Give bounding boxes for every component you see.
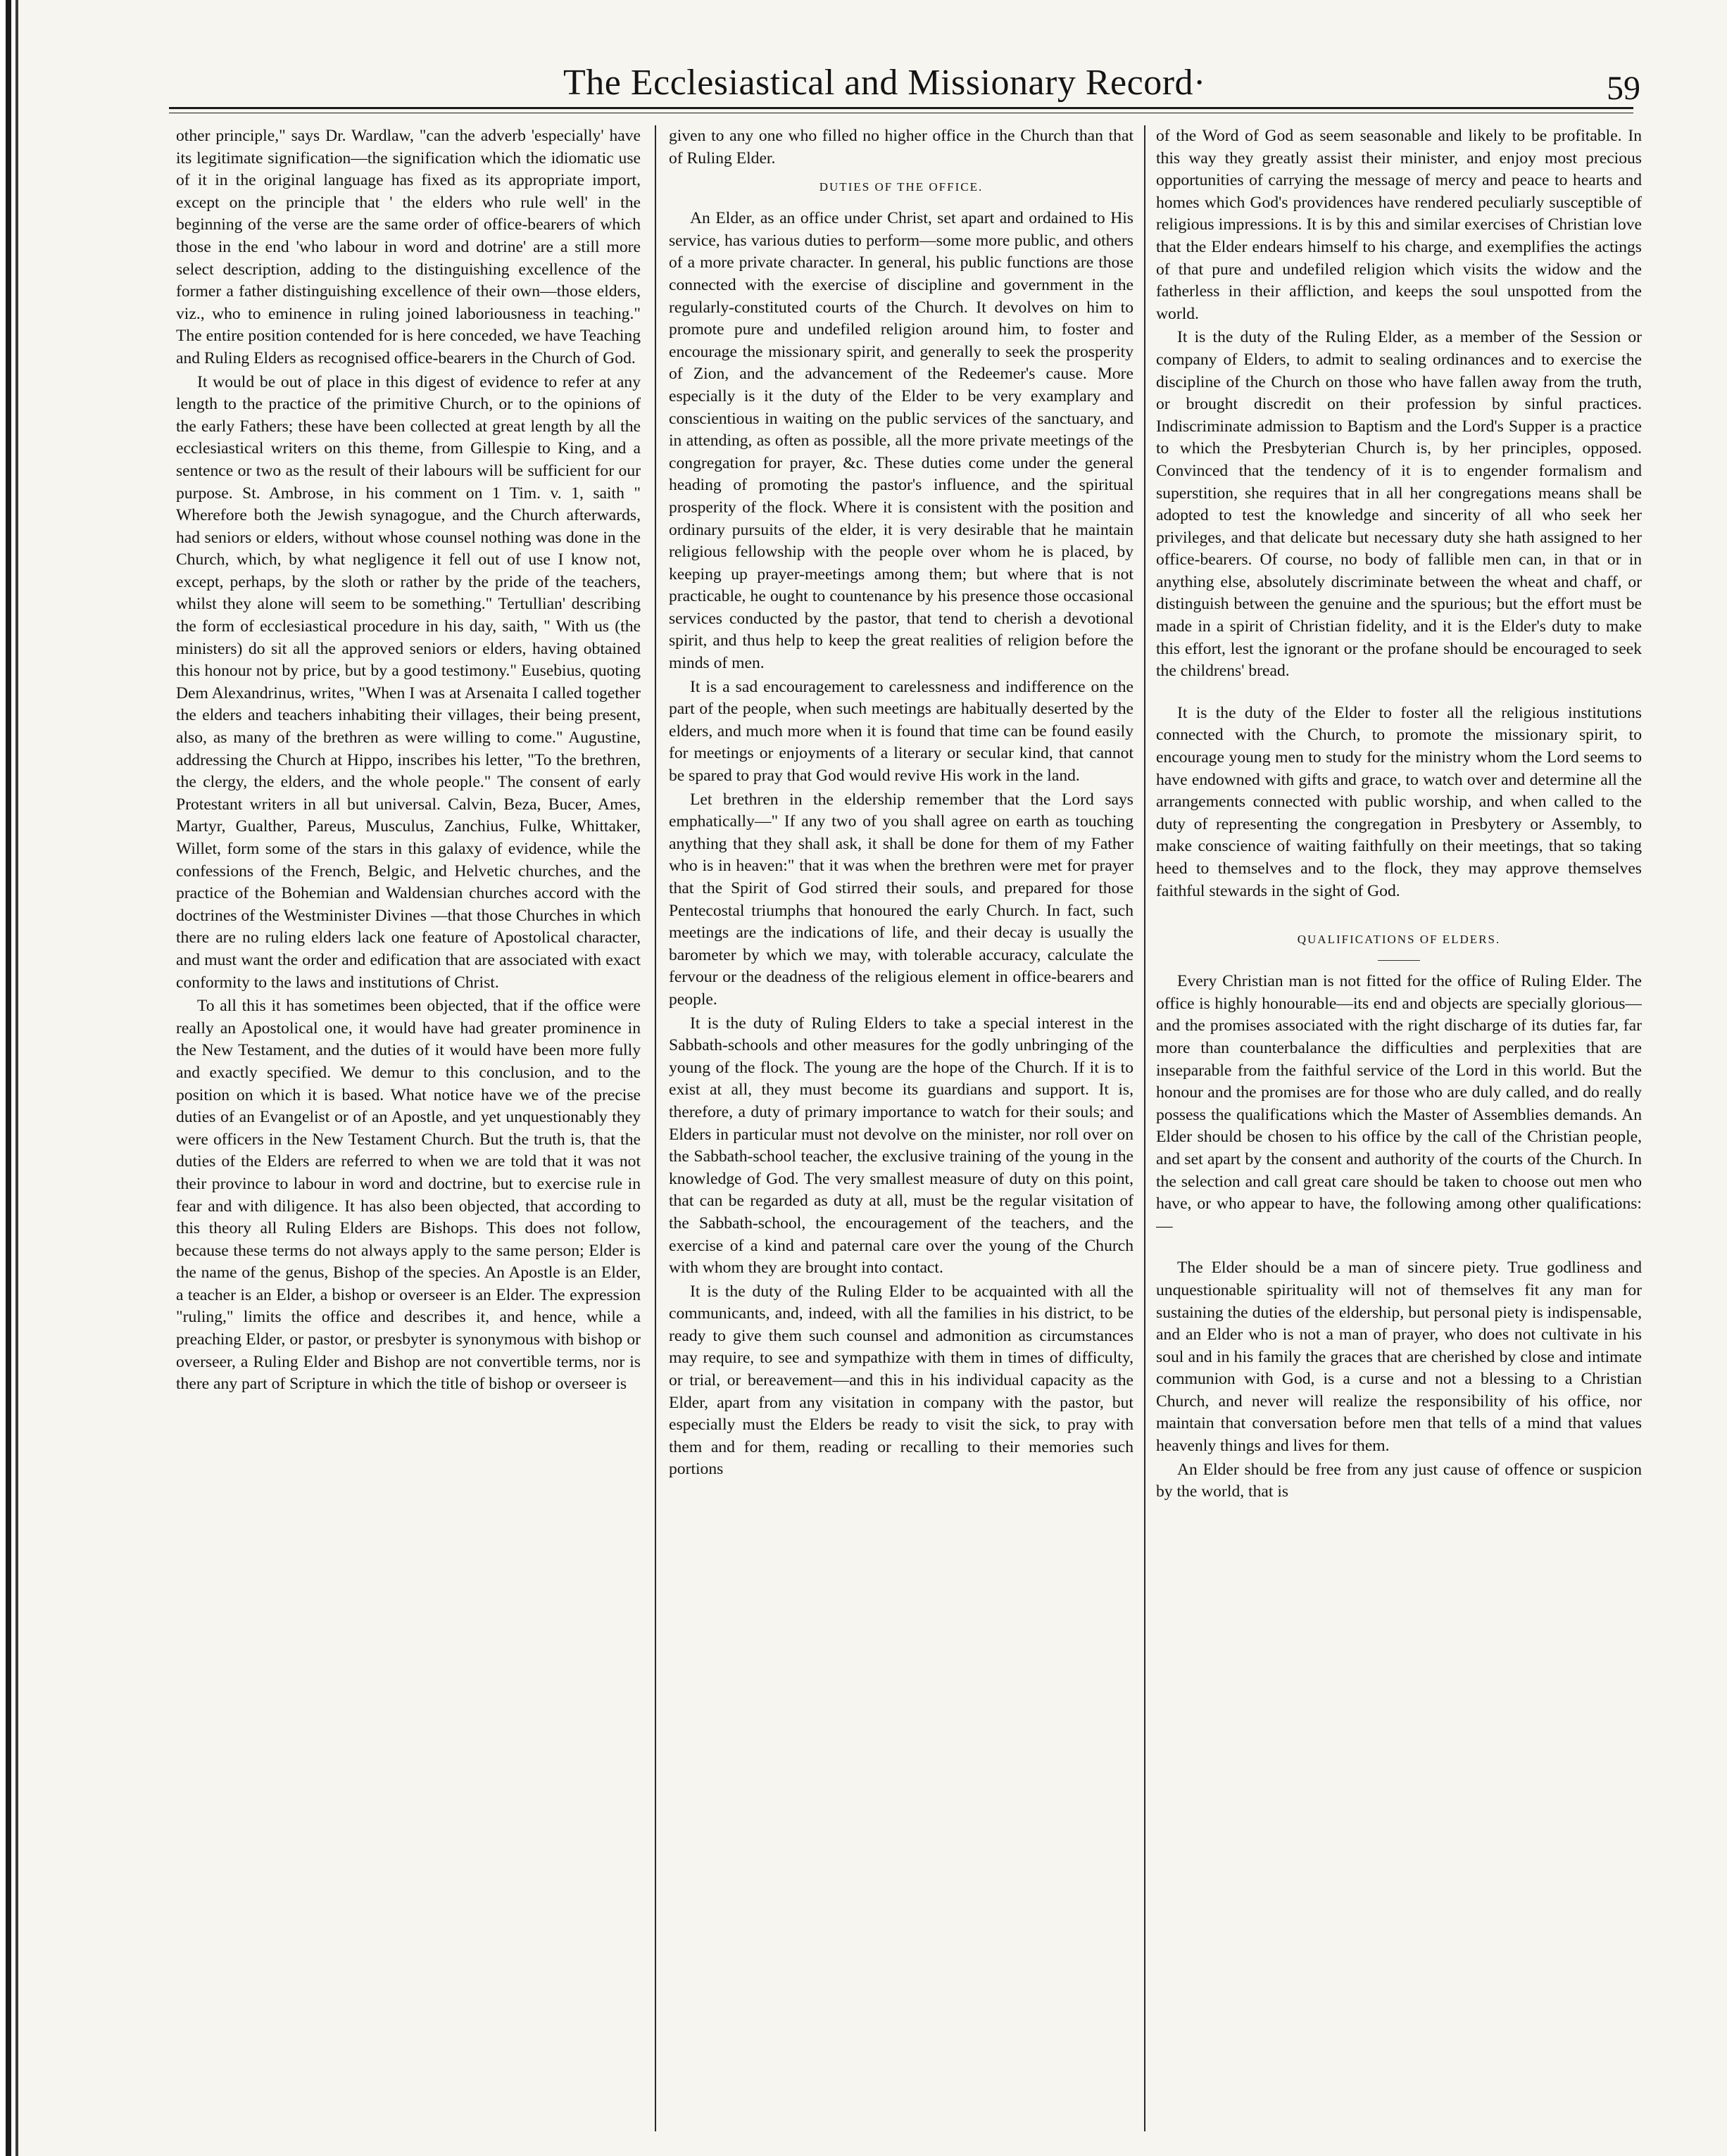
paragraph: It would be out of place in this digest of evidence to refer at any length to the practice of the primitive Church, or to the opinions of the early Fathers; these have been collected at great length by all the ecclesiastical writers on this theme, from Gillespie to King, and a sentence or two as the result of their labours will be sufficient for our purpose. St. Ambrose, in his comment on 1 Tim. v. 1, saith " Wherefore both the Jewish synagogue, and the Church afterwards, had seniors or elders, without whose counsel nothing was done in the Church, which, by what negligence it fell out of use I know not, except, perhaps, by the sloth or rather by the pride of the teachers, whilst they alone will seem to be something." Tertullian' describing the form of ecclesiastical procedure in his day, saith, " With us (the ministers) do sit all the approved seniors or elders, having obtained this honour not by price, but by a good testimony." Eusebius, quoting Dem Alexandrinus, writes, "When I was at Arsenaita I called together the elders and teachers inhabiting their villages, their being present, also, as many of the brethren as were willing to come." Augustine, addressing the Church at Hippo, inscribes his letter, "To the brethren, the clergy, the elders, and the whole people." The consent of early Protestant writers in all but universal. Calvin, Beza, Bucer, Ames, Martyr, Gualther, Pareus, Musculus, Zanchius, Fulke, Whittaker, Willet, form some of the stars in this galaxy of evidence, while the confessions of the French, Belgic, and Helvetic churches, and the practice of the Bohemian and Waldensian churches accord with the doctrines of the Westminister Divines —that those Churches in which there are no ruling elders lack one feature of Apostolical character, and must want the order and edification that are associated with exact conformity to the laws and institutions of Christ. [176,372,641,992]
paragraph: other principle," says Dr. Wardlaw, "can the adverb 'especially' have its legitimate signification—the signification which the idiomatic use of it in the original language has fixed as its appropriate import, except on the principle that ' the elders who rule well' in the beginning of the verse are the same order of office-bearers of which those in the end 'who labour in word and dotrine' are a still more select description, adding to the distinguishing excellence of the former a father distinguishing excellence of their own—those elders, viz., who to eminence in ruling joined laboriousness in teaching." The entire position contended for is here conceded, we have Teaching and Ruling Elders as recognised office-bearers in the Church of God. [176,127,641,367]
page-header [169,62,1640,111]
paragraph: of the Word of God as seem seasonable and likely to be profitable. In this way they greatly assist their minister, and enjoy most precious opportunities of carrying the message of mercy and peace to hearts and homes which God's providences have rendered peculiarly susceptible of religious impressions. It is by this and similar exercises of Christian love that the Elder endears himself to his charge, and exemplifies the actings of that pure and undefiled religion which visits the widow and the fatherless in their affliction, and keeps the soul unspotted from the world. [1156,127,1642,323]
running-title: The Ecclesiastical and Missionary Record· [563,63,1206,103]
page-binding-edge [0,0,44,2156]
column-3 [1156,125,1642,2145]
paragraph: Every Christian man is not fitted for the office of Ruling Elder. The office is highly honourable—its end and objects are specially glorious—and the promises associated with the right discharge of its duties far, far more than counterbalance the difficulties and perplexities that are inseparable from the faithful service of the Lord in this world. But the honour and the promises are for those who are duly called, and do really possess the qualifications which the Master of Assemblies demands. An Elder should be chosen to his office by the call of the Christian people, and set apart by the consent and authority of the courts of the Church. In the selection and call great care should be taken to choose out men who have, or who appear to have, the following among other qualifications:— [1156,972,1642,1235]
section-heading-duties: DUTIES OF THE OFFICE. [819,180,984,194]
paragraph: The Elder should be a man of sincere piety. True godliness and unquestionable spirituality will not of themselves fit any man for sustaining the duties of the eldership, but personal piety is indispensable, and an Elder who is not a man of prayer, who does not cultivate in his soul and in his family the graces that are cherished by close and intimate communion with God, is a curse and not a blessing to a Christian Church, and never will realize the responsibility of his office, nor maintain that conversation before men that tells of a mind that values heavenly things and lives for them. [1156,1259,1642,1456]
section-heading-qualifications: QUALIFICATIONS OF ELDERS. [1297,933,1501,947]
spacer [1156,684,1642,702]
paragraph: It is the duty of Ruling Elders to take a special interest in the Sabbath-schools and other measures for the godly unbringing of the young of the flock. The young are the hope of the Church. If it is to exist at all, they must become its guardians and support. It is, therefore, a duty of primary importance to watch for their souls; and Elders in particular must not devolve on the minister, nor roll over on the Sabbath-school teacher, the exclusive training of the young in the knowledge of God. The very smallest measure of duty on this point, that can be regarded as duty at all, must be the regular visitation of the Sabbath-school, the encouragement of the teachers, and the exercise of a kind and paternal care over the young of the Church with whom they are brought into contact. [669,1014,1133,1278]
paragraph: It is the duty of the Elder to foster all the religious institutions connected with the Church, to promote the missionary spirit, to encourage young men to study for the ministry whom the Lord seems to have endowned with gifts and grace, to watch over and determine all the arrangements connected with public worship, and when called to the duty of representing the congregation in Presbytery or Assembly, to make conscience of waiting faithfully on their meetings, that so taking heed to themselves and to the flock, they may approve themselves faithful stewards in the sight of God. [1156,703,1642,900]
paragraph: given to any one who filled no higher office in the Church than that of Ruling Elder. [669,127,1133,168]
paragraph: It is the duty of the Ruling Elder, as a member of the Session or company of Elders, to admit to sealing ordinances and to exercise the discipline of the Church on those who have fallen away from the truth, or brought discredit on their profession by sinful practices. Indiscriminate admission to Baptism and the Lord's Supper is a practice to which the Presbyterian Church is, by her principles, opposed. Convinced that the tendency of it is to engender formalism and superstition, she requires that in all her congregations means shall be adopted to test the knowledge and sincerity of all who seek her privileges, and that delicate but necessary duty she hath assigned to her office-bearers. Of course, no body of fallible men can, in that or in anything else, absolutely discriminate between the wheat and chaff, or distinguish between the genuine and the spurious; but the effort must be made in a spirit of Christian fidelity, and it is the Elder's duty to make this effort, lest the ignorant or the profane should be encouraged to seek the childrens' bread. [1156,328,1642,681]
page-number: 59 [1607,70,1640,107]
column-divider [655,125,656,2131]
paragraph: It is the duty of the Ruling Elder to be acquainted with all the communicants, and, indeed, with all the families in his district, to be ready to give them such counsel and admonition as circumstances may require, to see and sympathize with them in times of difficulty, or trial, or bereavement—and this in his individual capacity as the Elder, apart from any visitation in company with the pastor, but especially must the Elders be ready to visit the sick, to pray with them and for them, reading or recalling to their memories such portions [669,1282,1133,1479]
heading-rule [1378,960,1420,961]
paragraph: To all this it has sometimes been objected, that if the office were really an Apostolical one, it would have had greater prominence in the New Testament, and the duties of it would have been more fully and exactly specified. We demur to this conclusion, and to the position on which it is based. What notice have we of the precise duties of an Evangelist or of an Apostle, and yet unquestionably they were officers in the New Testament Church. But the truth is, that the duties of the Elders are referred to when we are told that it was not their province to labour in word and doctrine, but to exercise rule in fear and with diligence. It has also been objected, that according to this theory all Ruling Elders are Bishops. This does not follow, because these terms do not always apply to the same person; Elder is the name of the genus, Bishop of the species. An Apostle is an Elder, a teacher is an Elder, a bishop or overseer is an Elder. The expression "ruling," limits the office and describes it, and hence, while a preaching Elder, or pastor, or presbyter is synonymous with bishop or overseer, a Ruling Elder and Bishop are not convertible terms, nor is there any part of Scripture in which the title of bishop or overseer is [176,997,641,1394]
column-2 [669,125,1133,2145]
header-rule [169,107,1633,113]
column-divider [1144,125,1145,2131]
paragraph: Let brethren in the eldership remember that the Lord says emphatically—" If any two of you shall agree on earth as touching anything that they shall ask, it shall be done for them of my Father who is in heaven:" that it was when the brethren were met for prayer that the Spirit of God stirred their souls, and prepared for those Pentecostal triumphs that honoured the early Church. In fact, such meetings are the indications of life, and their decay is usually the barometer by which we may, with tolerable accuracy, calculate the fervour or the deadness of the religious element in office-bearers and people. [669,790,1133,1009]
paragraph: An Elder, as an office under Christ, set apart and ordained to His service, has various duties to perform—some more public, and others of a more private character. In general, his public functions are those connected with the exercise of discipline and government in the regularly-constituted courts of the Church. It devolves on him to promote pure and undefiled religion around him, to foster and encourage the missionary spirit, and generally to seek the prosperity of Zion, and the advancement of the Redeemer's cause. More especially is it the duty of the Elder to be very examplary and conscientious in waiting on the public services of the sanctuary, and in attending, as often as possible, all the more private meetings of the congregation for prayer, &c. These duties come under the general heading of promoting the pastor's influence, and the spiritual prosperity of the flock. Where it is consistent with the position and ordinary pursuits of the elder, it is very desirable that he maintain religious fellowship with the people over whom he is placed, by keeping up prayer-meetings among them; but where that is not practicable, he ought to countenance by his presence those occasional services conducted by the pastor, that tend to cherish a devotional spirit, and thus help to keep the great realities of religion before the minds of men. [669,209,1133,673]
spacer [1156,1239,1642,1257]
paragraph: An Elder should be free from any just cause of offence or suspicion by the world, that is [1156,1460,1642,1501]
paragraph: It is a sad encouragement to carelessness and indifference on the part of the people, when such meetings are habitually deserted by the elders, and much more when it is found that time can be found easily for meetings or enjoyments of a literary or secular kind, that cannot be spared to pray that God would revive His work in the land. [669,677,1133,786]
column-1 [176,125,641,2145]
spacer [1156,904,1642,922]
